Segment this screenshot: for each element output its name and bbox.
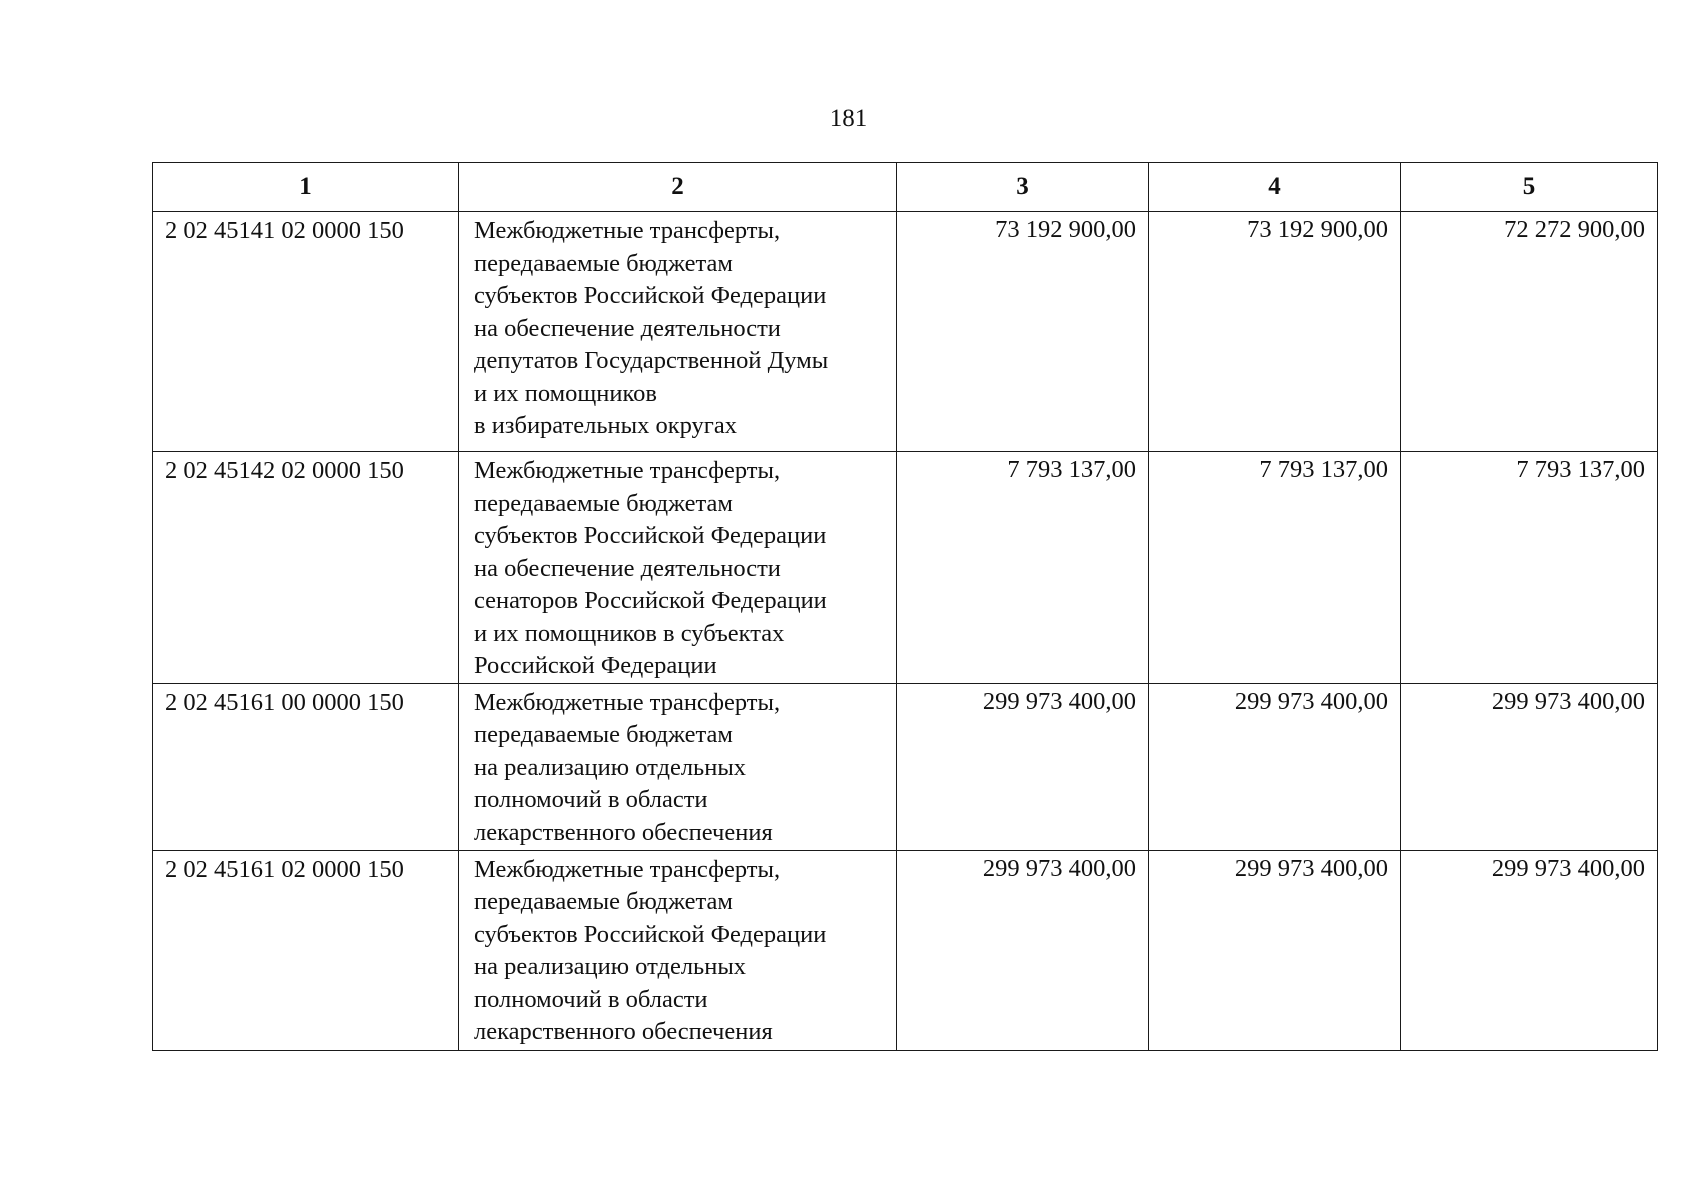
description-line: на реализацию отдельных: [474, 953, 747, 980]
description-line: на обеспечение деятельности: [474, 554, 781, 582]
description-line: полномочий в области: [474, 985, 708, 1013]
header-row: [153, 163, 1658, 212]
description-line: в избирательных округах: [474, 412, 737, 439]
table-row: [153, 683, 1658, 850]
description-line: на реализацию отдельных: [474, 753, 747, 781]
description-line: Межбюджетные трансферты,: [474, 457, 781, 484]
table-row: [153, 212, 1658, 452]
description-line: субъектов Российской Федерации: [474, 920, 827, 948]
budget-code: 2 02 45141 02 0000 150: [153, 212, 459, 452]
amount-col-4: 7 793 137,00: [1149, 452, 1401, 684]
amount-col-5: 299 973 400,00: [1401, 683, 1658, 850]
description: [459, 212, 897, 452]
budget-table: [152, 162, 1658, 1051]
column-header-3: 3: [897, 163, 1149, 212]
page-number: 181: [829, 105, 868, 132]
column-header-4: 4: [1149, 163, 1401, 212]
amount-col-4: 299 973 400,00: [1149, 683, 1401, 850]
budget-code: 2 02 45142 02 0000 150: [153, 452, 459, 684]
description-line: и их помощников: [474, 379, 657, 407]
description-line: передаваемые бюджетам: [474, 721, 733, 748]
column-header-2: 2: [459, 163, 897, 212]
description: [459, 683, 897, 850]
description-line: лекарственного обеспечения: [474, 1018, 773, 1045]
table-row: [153, 452, 1658, 684]
description-line: Межбюджетные трансферты,: [474, 855, 781, 883]
amount-col-3: 7 793 137,00: [897, 452, 1149, 684]
description: [459, 452, 897, 684]
amount-col-3: 299 973 400,00: [897, 850, 1149, 1050]
column-header-5: 5: [1401, 163, 1658, 212]
description-line: передаваемые бюджетам: [474, 249, 733, 277]
table-header: [153, 163, 1658, 212]
description-line: передаваемые бюджетам: [474, 489, 733, 517]
description-line: субъектов Российской Федерации: [474, 522, 827, 549]
description-line: сенаторов Российской Федерации: [474, 587, 827, 614]
amount-col-4: 73 192 900,00: [1149, 212, 1401, 452]
amount-col-4: 299 973 400,00: [1149, 850, 1401, 1050]
description-line: депутатов Государственной Думы: [474, 347, 829, 374]
amount-col-3: 73 192 900,00: [897, 212, 1149, 452]
description: [459, 850, 897, 1050]
description-line: Межбюджетные трансферты,: [474, 688, 781, 716]
description-line: на обеспечение деятельности: [474, 314, 781, 342]
description-line: Российской Федерации: [474, 652, 717, 679]
description-line: передаваемые бюджетам: [474, 888, 733, 915]
description-line: и их помощников в субъектах: [474, 619, 785, 647]
description-line: Межбюджетные трансферты,: [474, 217, 781, 244]
column-header-1: 1: [153, 163, 459, 212]
description-line: субъектов Российской Федерации: [474, 282, 827, 309]
table-row: [153, 850, 1658, 1050]
amount-col-5: 299 973 400,00: [1401, 850, 1658, 1050]
description-line: лекарственного обеспечения: [474, 818, 773, 846]
budget-code: 2 02 45161 00 0000 150: [153, 683, 459, 850]
amount-col-5: 72 272 900,00: [1401, 212, 1658, 452]
budget-code: 2 02 45161 02 0000 150: [153, 850, 459, 1050]
amount-col-5: 7 793 137,00: [1401, 452, 1658, 684]
amount-col-3: 299 973 400,00: [897, 683, 1149, 850]
description-line: полномочий в области: [474, 786, 708, 813]
